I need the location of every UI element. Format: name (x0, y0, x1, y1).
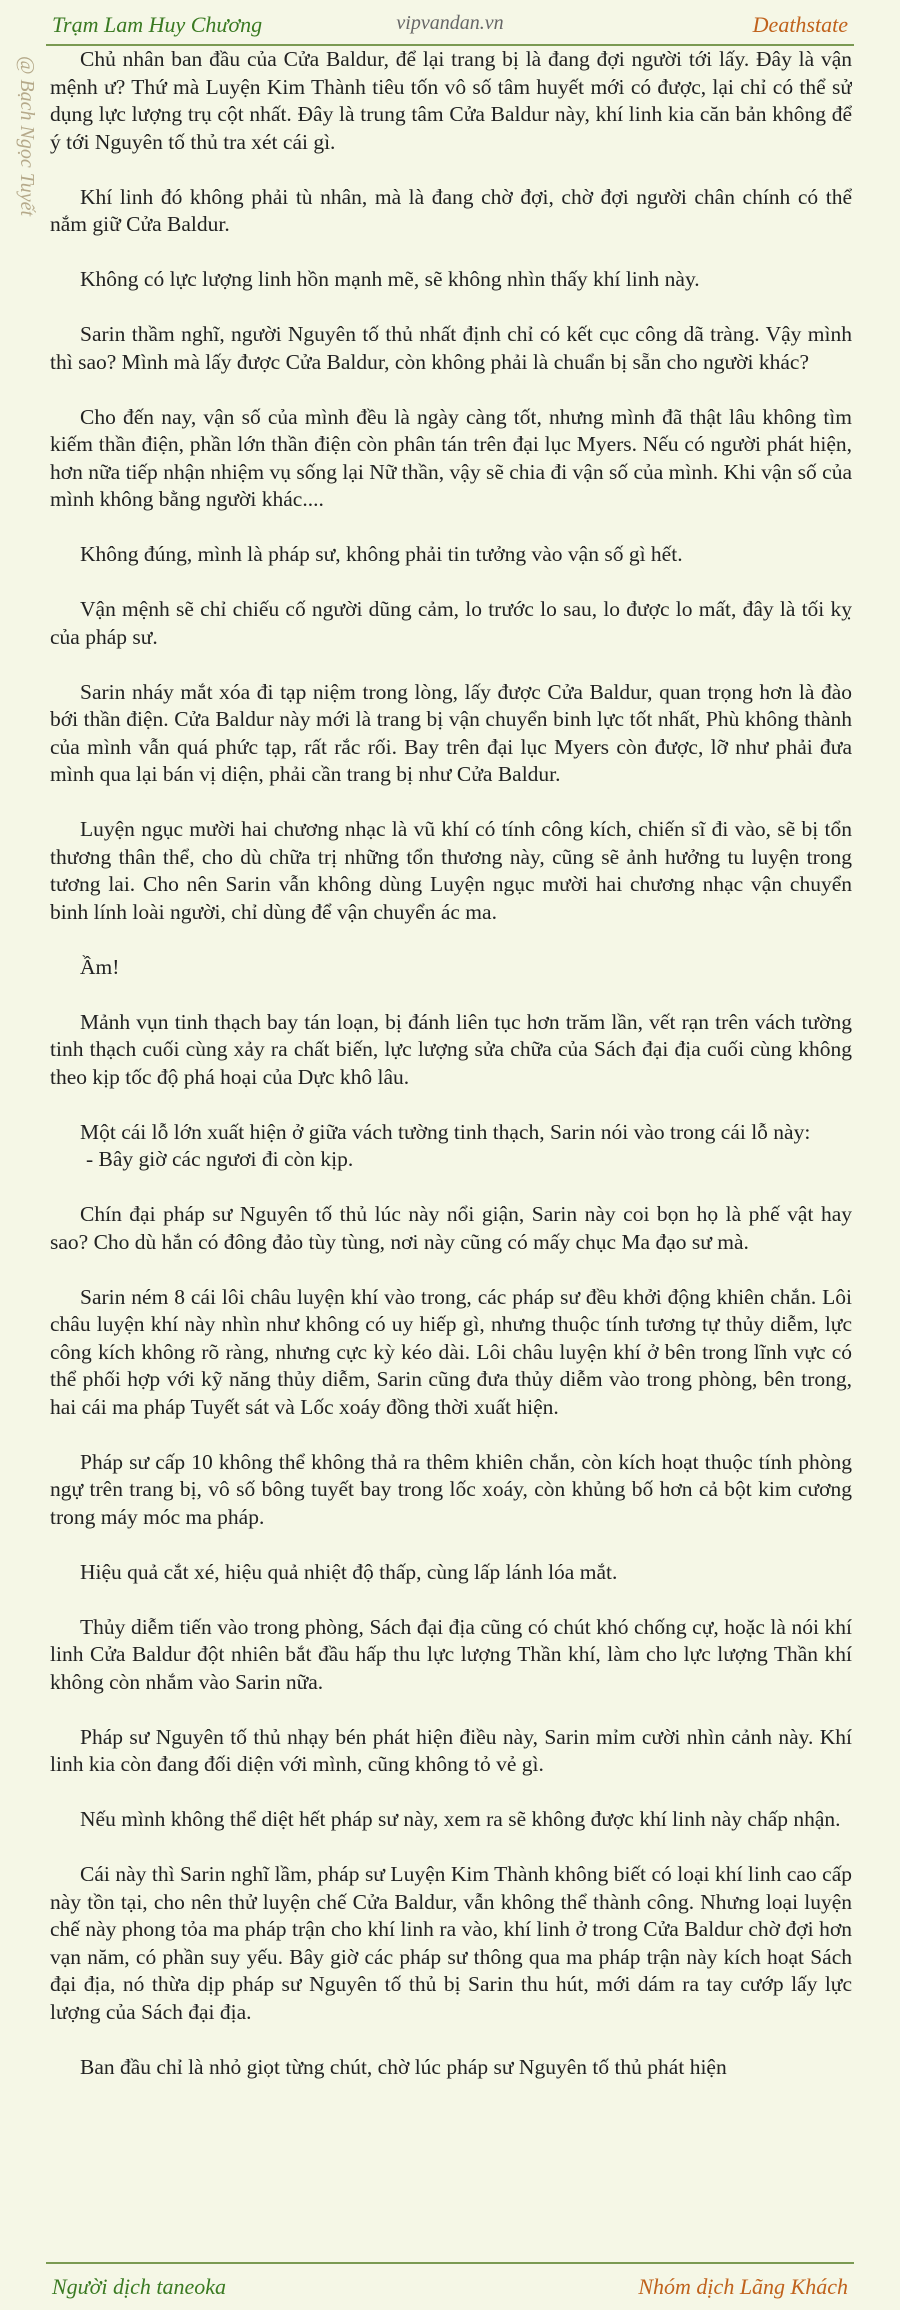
footer-group: Nhóm dịch Lãng Khách (638, 2274, 848, 2299)
side-credit-label: @ Bạch Ngọc Tuyết (16, 56, 38, 217)
paragraph: Vận mệnh sẽ chỉ chiếu cố người dũng cảm, lo trước lo sau, lo được lo mất, đây là tối kỵ của pháp sư. (50, 597, 852, 649)
paragraph: Khí linh đó không phải tù nhân, mà là đang chờ đợi, chờ đợi người chân chính có thể nắm giữ Cửa Baldur. (50, 184, 852, 236)
paragraph: Chủ nhân ban đầu của Cửa Baldur, để lại trang bị là đang đợi người tới lấy. Đây là vận mệnh ư? Thứ mà Luyện Kim Thành tiêu tốn vô số tâm huyết mới có được, lại chỉ có thể sử dụng lực lượng trụ cột nhất. Đây là trung tâm Cửa Baldur này, khí linh kia căn bản không để ý tới Nguyên tố thủ tra xét cái gì. (50, 47, 852, 154)
paragraph: Mảnh vụn tinh thạch bay tán loạn, bị đánh liên tục hơn trăm lần, vết rạn trên vách tường tinh thạch cuối cùng xảy ra chất biến, lực lượng sửa chữa của Sách đại địa cuối cùng không theo kịp tốc độ phá hoại của Dực khô lâu. (50, 1009, 852, 1089)
paragraph: Sarin nháy mắt xóa đi tạp niệm trong lòng, lấy được Cửa Baldur, quan trọng hơn là đào bới thần điện. Cửa Baldur này mới là trang bị vận chuyển binh lực tốt nhất, Phù không thành của mình vẫn quá phức tạp, rất rắc rối. Bay trên đại lục Myers còn được, lỡ như phải đưa mình qua lại bán vị diện, phải cần trang bị như Cửa Baldur. (50, 679, 852, 786)
paragraph: Chín đại pháp sư Nguyên tố thủ lúc này nổi giận, Sarin này coi bọn họ là phế vật hay sao? Cho dù hắn có đông đảo tùy tùng, nơi này cũng có mấy chục Ma đạo sư mà. (50, 1202, 852, 1254)
header-website: vipvandan.vn (396, 12, 504, 34)
paragraph: Không có lực lượng linh hồn mạnh mẽ, sẽ không nhìn thấy khí linh này. (80, 267, 700, 291)
dialogue-line: - Bây giờ các ngươi đi còn kịp. (86, 1147, 354, 1171)
paragraph: Một cái lỗ lớn xuất hiện ở giữa vách tường tinh thạch, Sarin nói vào trong cái lỗ này: (80, 1119, 811, 1144)
footer-divider (46, 2262, 854, 2264)
paragraph: Không đúng, mình là pháp sư, không phải tin tưởng vào vận số gì hết. (80, 542, 683, 566)
paragraph: Pháp sư cấp 10 không thể không thả ra thêm khiên chắn, còn kích hoạt thuộc tính phòng ngự trên trang bị, vô số bông tuyết bay trong lốc xoáy, còn khủng bố hơn cả bột kim cương trong máy móc ma pháp. (50, 1449, 852, 1529)
chapter-text (50, 46, 852, 2260)
footer-translator: Người dịch taneoka (52, 2274, 227, 2299)
paragraph: Cho đến nay, vận số của mình đều là ngày càng tốt, nhưng mình đã thật lâu không tìm kiếm thần điện, phần lớn thần điện còn phân tán trên đại lục Myers. Nếu có người phát hiện, hơn nữa tiếp nhận nhiệm vụ sống lại Nữ thần, vậy sẽ chia đi vận số của mình. Khi vận số của mình không bằng người khác.... (50, 404, 852, 511)
paragraph: Hiệu quả cắt xé, hiệu quả nhiệt độ thấp, cùng lấp lánh lóa mắt. (80, 1559, 618, 1584)
paragraph: Luyện ngục mười hai chương nhạc là vũ khí có tính công kích, chiến sĩ đi vào, sẽ bị tổn thương thân thể, cho dù chữa trị những tổn thương này, cũng sẽ ảnh hưởng tu luyện trong tương lai. Cho nên Sarin vẫn không dùng Luyện ngục mười hai chương nhạc vận chuyển binh lính loài người, chỉ dùng để vận chuyển ác ma. (50, 817, 852, 924)
paragraph: Sarin thầm nghĩ, người Nguyên tố thủ nhất định chỉ có kết cục công dã tràng. Vậy mình thì sao? Mình mà lấy được Cửa Baldur, còn không phải là chuẩn bị sẵn cho người khác? (50, 322, 852, 374)
paragraph: Ầm! (80, 954, 120, 979)
paragraph: Sarin ném 8 cái lôi châu luyện khí vào trong, các pháp sư đều khởi động khiên chắn. Lôi châu luyện khí này nhìn như không có uy hiếp gì, nhưng thuộc tính tương tự thủy diễm, lực công kích không rõ ràng, nhưng cực kỳ kéo dài. Lôi châu luyện khí ở bên trong lĩnh vực có thể phối hợp với kỹ năng thủy diễm, Sarin cũng đưa thủy diễm vào trong phòng, bên trong, hai cái ma pháp Tuyết sát và Lốc xoáy đồng thời xuất hiện. (50, 1284, 852, 1419)
paragraph: Thủy diễm tiến vào trong phòng, Sách đại địa cũng có chút khó chống cự, hoặc là nói khí linh Cửa Baldur đột nhiên bắt đầu hấp thu lực lượng Thần khí, làm cho lực lượng Thần khí không còn nhắm vào Sarin nữa. (50, 1614, 852, 1694)
header-book-title: Deathstate (752, 12, 848, 37)
page-footer (0, 2266, 900, 2310)
paragraph: Pháp sư Nguyên tố thủ nhạy bén phát hiện điều này, Sarin mỉm cười nhìn cảnh này. Khí linh kia còn đang đối diện với mình, cũng không tỏ vẻ gì. (50, 1724, 852, 1776)
page-header (0, 0, 900, 46)
header-site-name: Trạm Lam Huy Chương (52, 12, 263, 37)
paragraph: Ban đầu chỉ là nhỏ giọt từng chút, chờ lúc pháp sư Nguyên tố thủ phát hiện (80, 2054, 727, 2079)
paragraph: Cái này thì Sarin nghĩ lầm, pháp sư Luyện Kim Thành không biết có loại khí linh cao cấp này tồn tại, cho nên thử luyện chế Cửa Baldur, vẫn không thể thành công. Nhưng loại luyện chế này phong tỏa ma pháp trận cho khí linh ra vào, khí linh ở trong Cửa Baldur chờ đợi hơn vạn năm, có phần suy yếu. Bây giờ các pháp sư thông qua ma pháp trận này kích hoạt Sách đại địa, nó thừa dịp pháp sư Nguyên tố thủ bị Sarin thu hút, mới dám ra tay cướp lấy lực lượng của Sách đại địa. (50, 1862, 852, 2024)
paragraph: Nếu mình không thể diệt hết pháp sư này, xem ra sẽ không được khí linh này chấp nhận. (80, 1807, 841, 1831)
